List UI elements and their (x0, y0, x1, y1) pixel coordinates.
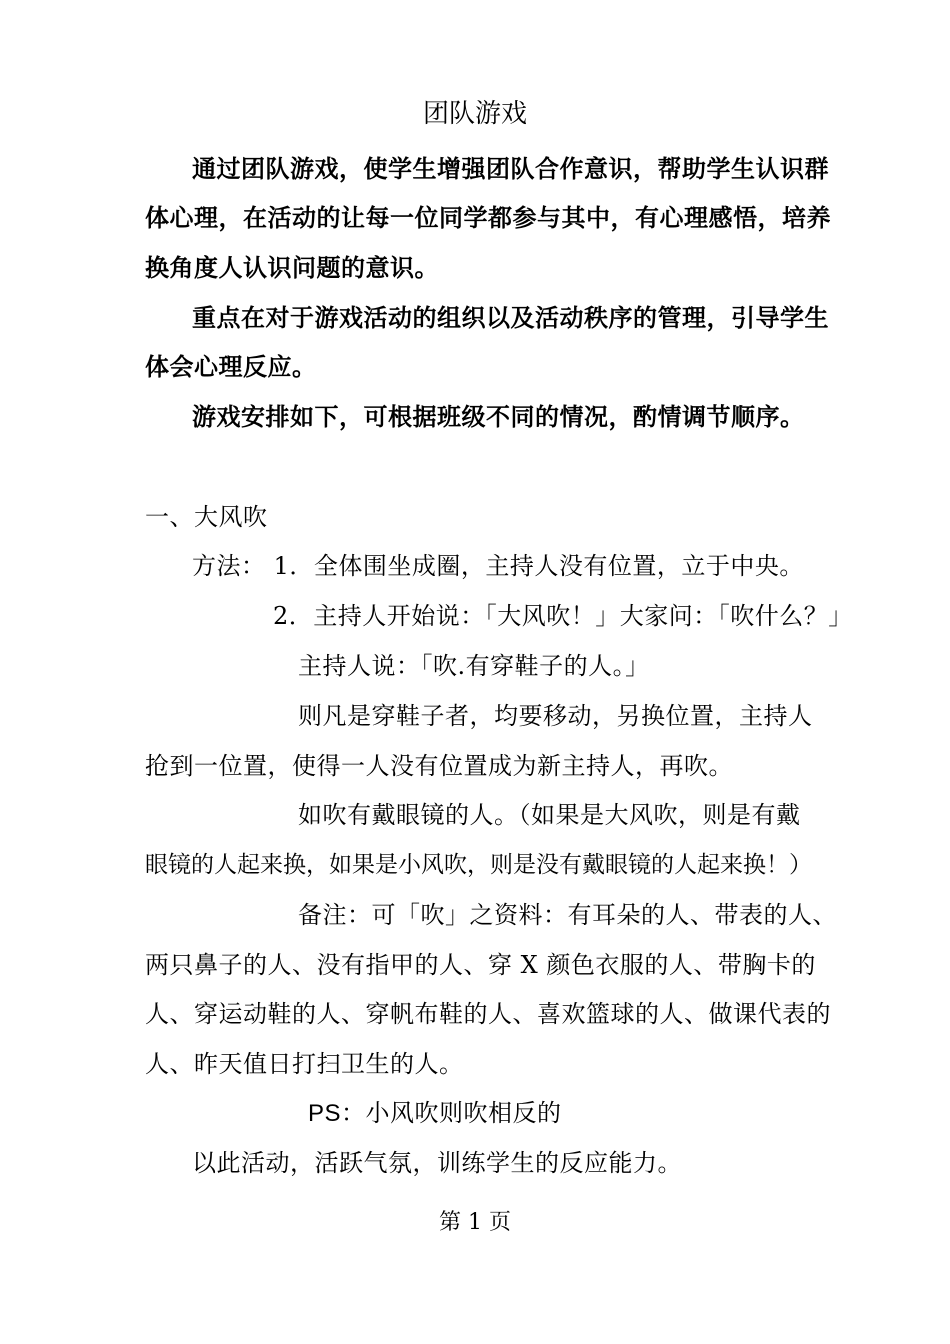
method-line-6: 如吹有戴眼镜的人。（如果是大风吹，则是有戴 (298, 801, 801, 829)
method-line-5: 抢到一位置，使得一人没有位置成为新主持人，再吹。 (145, 752, 733, 780)
section-1-summary: 以此活动，活跃气氛，训练学生的反应能力。 (192, 1149, 682, 1177)
note-line-2: 两只鼻子的人、没有指甲的人、穿 X 颜色衣服的人、带胸卡的 (145, 951, 816, 979)
document-title: 团队游戏 (422, 99, 527, 129)
note-line-1: 备注：可「吹」之资料：有耳朵的人、带表的人、 (298, 901, 837, 929)
ps-note: PS：小风吹则吹相反的 (308, 1100, 562, 1127)
intro-paragraph-2-line-1: 重点在对于游戏活动的组织以及活动秩序的管理，引导学生 (192, 304, 829, 332)
method-line-1: 方法： 1．全体围坐成圈，主持人没有位置，立于中央。 (192, 552, 804, 580)
method-line-2: 2．主持人开始说：「大风吹！」大家问：「吹什么？」 (273, 602, 853, 630)
method-line-3: 主持人说：「吹.有穿鞋子的人。」 (298, 652, 650, 680)
method-line-7: 眼镜的人起来换，如果是小风吹，则是没有戴眼镜的人起来换！） (145, 852, 812, 878)
intro-paragraph-1-line-3: 换角度人认识问题的意识。 (145, 254, 439, 282)
intro-paragraph-3: 游戏安排如下，可根据班级不同的情况，酌情调节顺序。 (192, 403, 805, 431)
note-line-4: 人、昨天值日打扫卫生的人。 (145, 1050, 464, 1078)
intro-paragraph-1-line-2: 体心理，在活动的让每一位同学都参与其中，有心理感悟，培养 (145, 204, 831, 232)
intro-paragraph-1-line-1: 通过团队游戏，使学生增强团队合作意识，帮助学生认识群 (192, 155, 829, 183)
section-1-heading: 一、大风吹 (145, 503, 268, 531)
page-number: 第 1 页 (439, 1210, 511, 1235)
method-line-4: 则凡是穿鞋子者，均要移动，另换位置，主持人 (298, 702, 813, 730)
note-line-3: 人、穿运动鞋的人、穿帆布鞋的人、喜欢篮球的人、做课代表的 (145, 1000, 831, 1028)
intro-paragraph-2-line-2: 体会心理反应。 (145, 353, 317, 381)
